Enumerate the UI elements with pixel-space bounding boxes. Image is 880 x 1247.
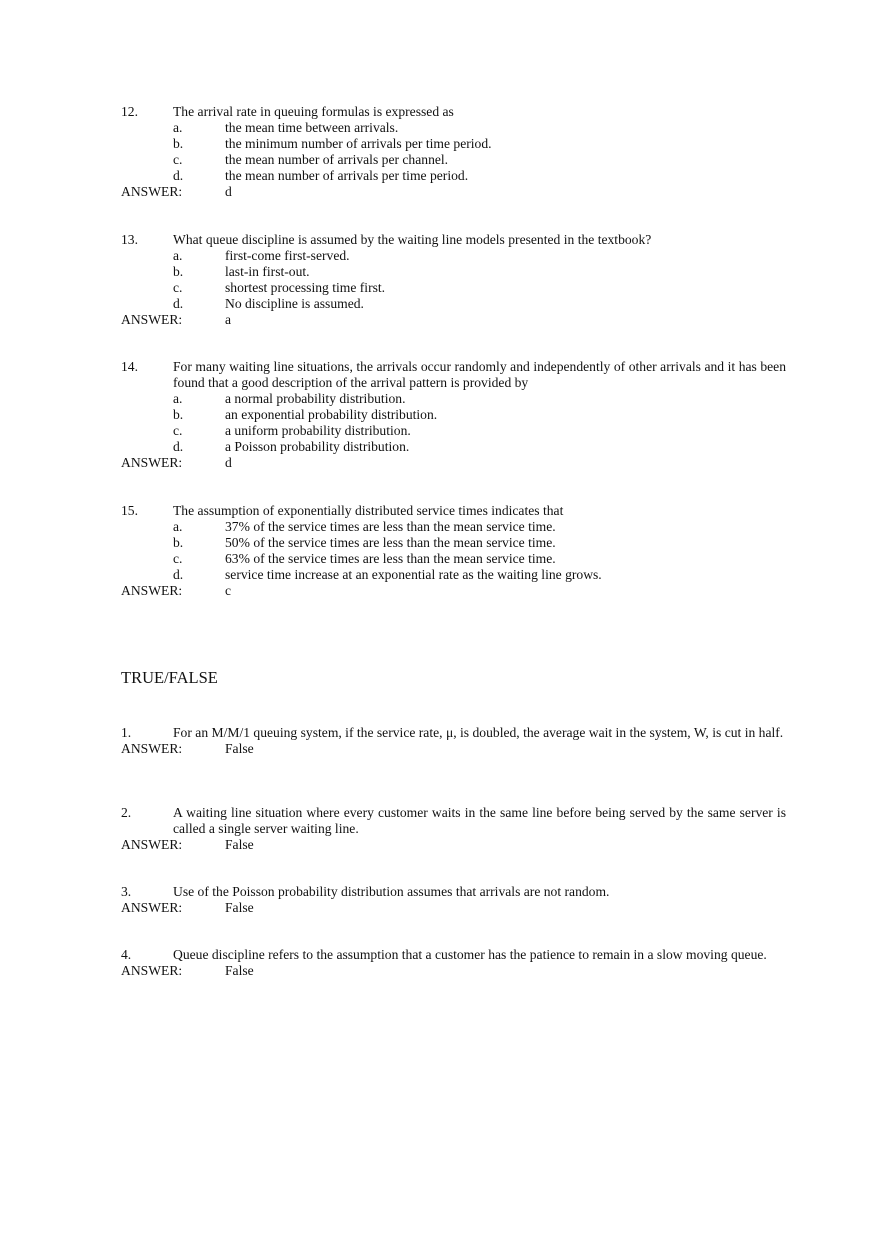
option-text: shortest processing time first.: [225, 280, 386, 295]
option-text: the mean number of arrivals per channel.: [225, 152, 449, 167]
answer-row: [121, 741, 786, 757]
option-text: a Poisson probability distribution.: [225, 439, 410, 454]
question-number: 3.: [121, 884, 132, 899]
option-letter: d.: [173, 567, 184, 582]
tf-question-3: [121, 884, 786, 916]
option-row: [121, 168, 786, 184]
answer-row: [121, 900, 786, 916]
option-text: an exponential probability distribution.: [225, 407, 438, 422]
question-number: 15.: [121, 503, 138, 518]
question-number: 1.: [121, 725, 132, 740]
question-text: What queue discipline is assumed by the waiting line models presented in the textbook?: [173, 232, 652, 247]
answer-value: False: [225, 741, 254, 756]
answer-value: d: [225, 184, 232, 199]
question-text: Use of the Poisson probability distribution assumes that arrivals are not random.: [173, 884, 610, 899]
mc-question-12: [121, 104, 786, 200]
answer-label: ANSWER:: [121, 455, 183, 470]
question-body: Queue discipline refers to the assumption that a customer has the patience to remain in a slow moving queue.: [173, 947, 767, 962]
option-letter: b.: [173, 407, 184, 422]
option-letter: d.: [173, 168, 184, 183]
answer-row: [121, 583, 786, 599]
option-row: [121, 120, 786, 136]
answer-row: [121, 963, 786, 979]
option-text: 63% of the service times are less than the mean service time.: [225, 551, 556, 566]
option-letter: a.: [173, 391, 183, 406]
option-row: [121, 391, 786, 407]
question-number: 4.: [121, 947, 132, 962]
option-row: [121, 535, 786, 551]
answer-label: ANSWER:: [121, 583, 183, 598]
section-title: TRUE/FALSE: [121, 668, 218, 687]
answer-row: [121, 455, 786, 471]
option-text: a normal probability distribution.: [225, 391, 406, 406]
option-letter: c.: [173, 280, 183, 295]
option-row: [121, 296, 786, 312]
option-letter: a.: [173, 519, 183, 534]
question-number: 13.: [121, 232, 138, 247]
option-text: last-in first-out.: [225, 264, 310, 279]
option-row: [121, 248, 786, 264]
option-letter: a.: [173, 120, 183, 135]
answer-value: c: [225, 583, 232, 598]
option-row: [121, 439, 786, 455]
question-number: 2.: [121, 805, 132, 820]
answer-value: False: [225, 837, 254, 852]
option-row: [121, 136, 786, 152]
option-row: [121, 519, 786, 535]
option-row: [121, 264, 786, 280]
mc-question-14: [121, 359, 786, 471]
answer-row: [121, 184, 786, 200]
option-text: service time increase at an exponential rate as the waiting line grows.: [225, 567, 602, 582]
option-row: [121, 567, 786, 583]
option-letter: c.: [173, 423, 183, 438]
option-text: 37% of the service times are less than the mean service time.: [225, 519, 556, 534]
answer-label: ANSWER:: [121, 741, 183, 756]
answer-value: False: [225, 963, 254, 978]
tf-question-2: [121, 805, 786, 853]
mc-question-15: [121, 503, 786, 599]
option-row: [121, 551, 786, 567]
option-text: the mean number of arrivals per time period.: [225, 168, 469, 183]
answer-value: a: [225, 312, 232, 327]
option-text: 50% of the service times are less than the mean service time.: [225, 535, 556, 550]
option-letter: d.: [173, 439, 184, 454]
option-text: the mean time between arrivals.: [225, 120, 399, 135]
option-letter: b.: [173, 535, 184, 550]
answer-label: ANSWER:: [121, 312, 183, 327]
option-letter: d.: [173, 296, 184, 311]
question-text: For an M/M/1 queuing system, if the service rate, μ, is doubled, the average wait in the system, W, is cut in half.: [173, 725, 784, 740]
option-letter: c.: [173, 152, 183, 167]
answer-label: ANSWER:: [121, 184, 183, 199]
option-row: [121, 423, 786, 439]
question-text: A waiting line situation where every customer waits in the same line before being served by the same server is called a single server waiting line.: [173, 805, 786, 836]
answer-label: ANSWER:: [121, 963, 183, 978]
question-text: The arrival rate in queuing formulas is expressed as: [173, 104, 454, 119]
option-letter: b.: [173, 264, 184, 279]
question-text: For many waiting line situations, the arrivals occur randomly and independently of other arrivals and it has been found that a good description of the arrival pattern is provided by: [173, 359, 786, 390]
tf-question-1: [121, 725, 786, 757]
option-row: [121, 280, 786, 296]
answer-value: d: [225, 455, 232, 470]
option-row: [121, 407, 786, 423]
question-number: 12.: [121, 104, 138, 119]
answer-row: [121, 312, 786, 328]
tf-question-4: [121, 947, 786, 979]
option-letter: a.: [173, 248, 183, 263]
answer-label: ANSWER:: [121, 900, 183, 915]
question-text: [121, 947, 786, 963]
answer-value: False: [225, 900, 254, 915]
question-number: 14.: [121, 359, 138, 374]
answer-label: ANSWER:: [121, 837, 183, 852]
option-text: No discipline is assumed.: [225, 296, 364, 311]
mc-question-13: [121, 232, 786, 328]
option-text: the minimum number of arrivals per time period.: [225, 136, 492, 151]
option-text: first-come first-served.: [225, 248, 350, 263]
question-text: The assumption of exponentially distributed service times indicates that: [173, 503, 564, 518]
option-text: a uniform probability distribution.: [225, 423, 411, 438]
option-letter: b.: [173, 136, 184, 151]
answer-row: [121, 837, 786, 853]
option-letter: c.: [173, 551, 183, 566]
option-row: [121, 152, 786, 168]
